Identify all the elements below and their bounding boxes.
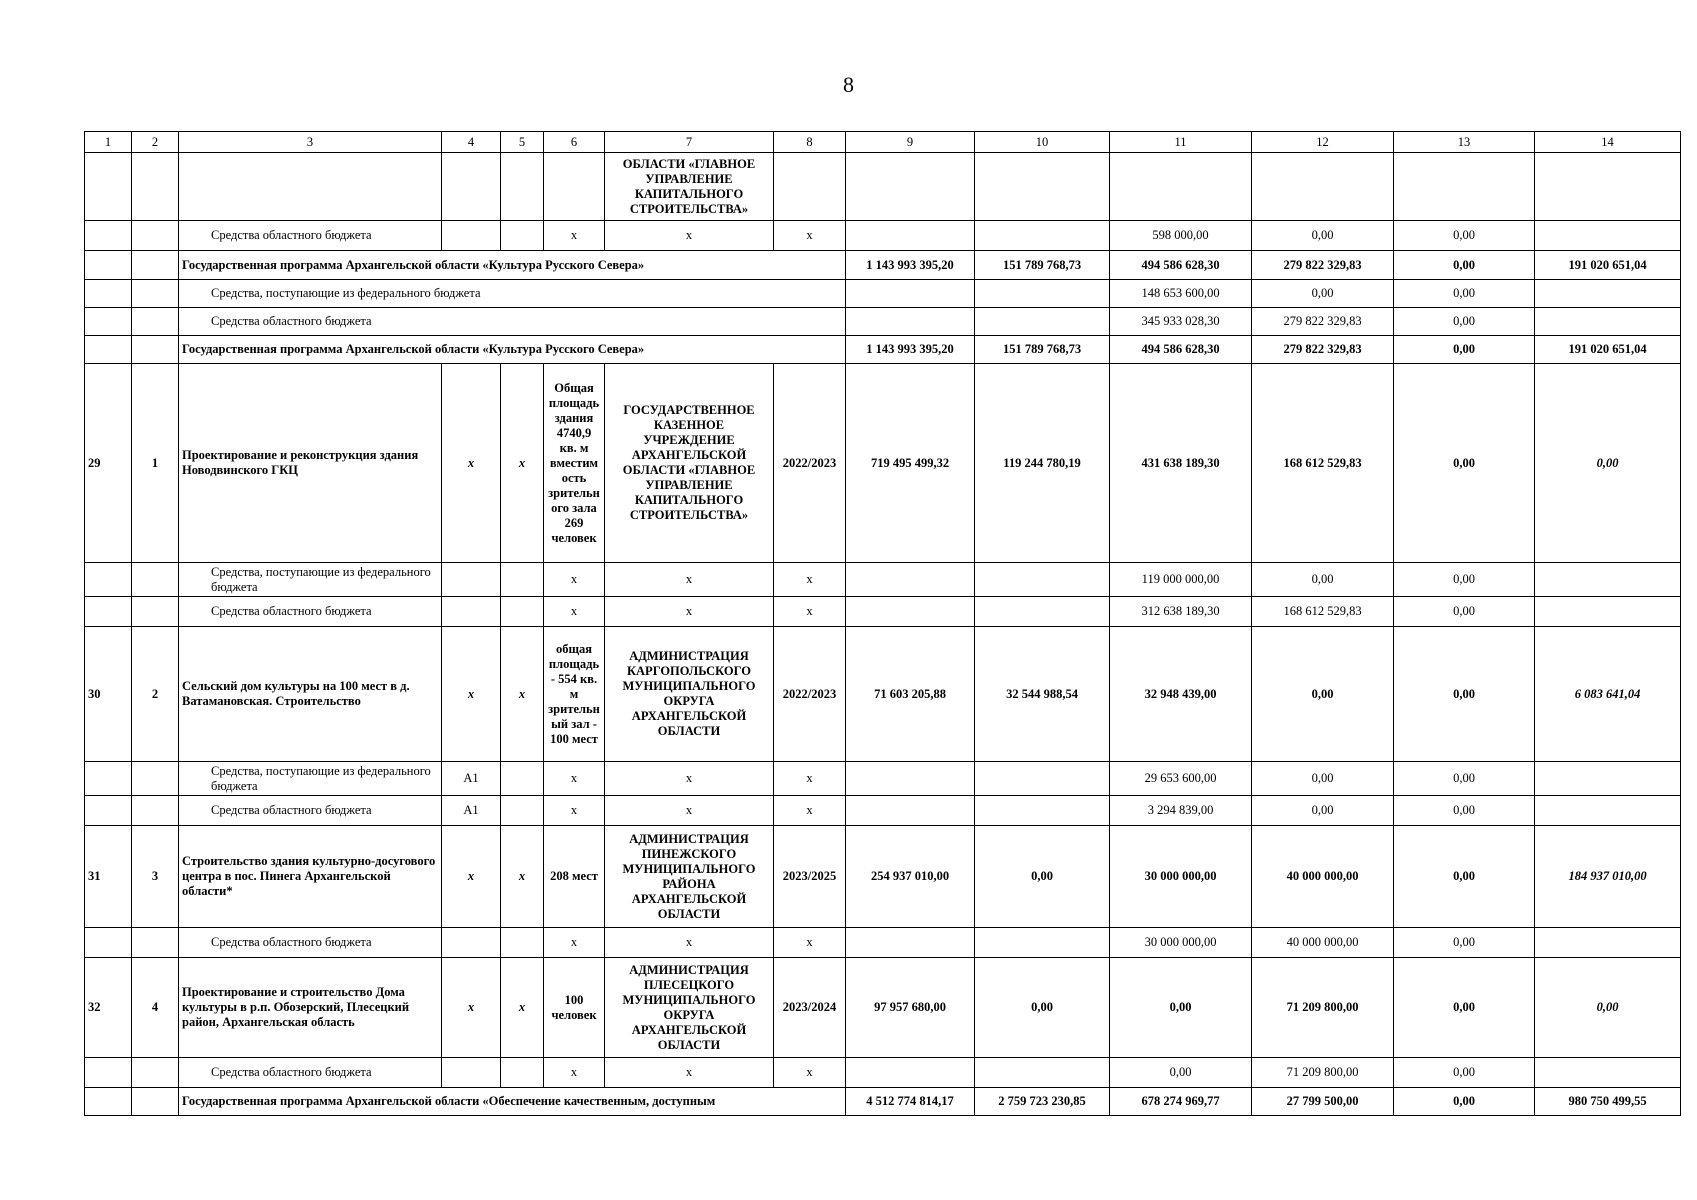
cell-c14: 191 020 651,04 — [1535, 336, 1681, 364]
cell-c13: 0,00 — [1394, 308, 1535, 336]
organization-cell: АДМИНИСТРАЦИЯ ПИНЕЖСКОГО МУНИЦИПАЛЬНОГО РАЙОНА АРХАНГЕЛЬСКОЙ ОБЛАСТИ — [605, 826, 774, 928]
table-row — [85, 563, 1681, 597]
cell-c11: 29 653 600,00 — [1110, 762, 1252, 796]
header-cell: 9 — [846, 132, 975, 153]
table-row — [85, 280, 1681, 308]
capacity-cell: 100 человек — [544, 958, 605, 1058]
cell-c9: 1 143 993 395,20 — [846, 336, 975, 364]
funding-source-label: Средства областного бюджета — [179, 1058, 442, 1088]
table-row — [85, 221, 1681, 251]
organization-cell: ОБЛАСТИ «ГЛАВНОЕ УПРАВЛЕНИЕ КАПИТАЛЬНОГО СТРОИТЕЛЬСТВА» — [605, 153, 774, 221]
header-cell: 8 — [774, 132, 846, 153]
organization-cell: АДМИНИСТРАЦИЯ ПЛЕСЕЦКОГО МУНИЦИПАЛЬНОГО ОКРУГА АРХАНГЕЛЬСКОЙ ОБЛАСТИ — [605, 958, 774, 1058]
program-total-row — [85, 1088, 1681, 1116]
cell-c12: 0,00 — [1252, 221, 1394, 251]
cell-c9: 1 143 993 395,20 — [846, 251, 975, 280]
cell-c10: 2 759 723 230,85 — [975, 1088, 1110, 1116]
cell-c4: А1 — [442, 762, 501, 796]
funding-source-label: Средства областного бюджета — [179, 308, 846, 336]
project-name: Строительство здания культурно-досугового центра в пос. Пинега Архангельской области* — [179, 826, 442, 928]
cell-c12: 0,00 — [1252, 280, 1394, 308]
header-cell: 10 — [975, 132, 1110, 153]
cell-c9: 97 957 680,00 — [846, 958, 975, 1058]
cell-c4: х — [442, 826, 501, 928]
cell-c8: х — [774, 221, 846, 251]
cell-c4: х — [442, 364, 501, 563]
project-name: Проектирование и строительство Дома культуры в р.п. Обозерский, Плесецкий район, Архангельская область — [179, 958, 442, 1058]
program-total-row — [85, 336, 1681, 364]
row-number: 32 — [85, 958, 132, 1058]
cell-c6: х — [544, 597, 605, 627]
cell-c12: 0,00 — [1252, 563, 1394, 597]
cell-c11: 30 000 000,00 — [1110, 928, 1252, 958]
cell-c10: 32 544 988,54 — [975, 627, 1110, 762]
cell-c12: 168 612 529,83 — [1252, 597, 1394, 627]
cell-c13: 0,00 — [1394, 958, 1535, 1058]
cell-c5: х — [501, 627, 544, 762]
cell-c14: 191 020 651,04 — [1535, 251, 1681, 280]
cell-c13: 0,00 — [1394, 336, 1535, 364]
period-cell: 2023/2025 — [774, 826, 846, 928]
header-cell: 7 — [605, 132, 774, 153]
cell-c11: 494 586 628,30 — [1110, 251, 1252, 280]
period-cell: 2023/2024 — [774, 958, 846, 1058]
table-row — [85, 153, 1681, 221]
cell-c13: 0,00 — [1394, 280, 1535, 308]
cell-c6: х — [544, 796, 605, 826]
cell-c9: 4 512 774 814,17 — [846, 1088, 975, 1116]
row-number: 29 — [85, 364, 132, 563]
budget-table — [84, 131, 1681, 1116]
cell-c6: х — [544, 762, 605, 796]
cell-c13: 0,00 — [1394, 796, 1535, 826]
cell-c12: 71 209 800,00 — [1252, 1058, 1394, 1088]
cell-c4: х — [442, 958, 501, 1058]
project-name: Проектирование и реконструкция здания Новодвинского ГКЦ — [179, 364, 442, 563]
cell-c14: 0,00 — [1535, 958, 1681, 1058]
cell-c13: 0,00 — [1394, 762, 1535, 796]
cell-c13: 0,00 — [1394, 627, 1535, 762]
cell-c9: 719 495 499,32 — [846, 364, 975, 563]
cell-c14: 6 083 641,04 — [1535, 627, 1681, 762]
cell-c11: 30 000 000,00 — [1110, 826, 1252, 928]
header-cell: 13 — [1394, 132, 1535, 153]
cell-c14: 980 750 499,55 — [1535, 1088, 1681, 1116]
cell-c12: 0,00 — [1252, 762, 1394, 796]
period-cell: 2022/2023 — [774, 364, 846, 563]
cell-c13: 0,00 — [1394, 1088, 1535, 1116]
funding-source-label: Средства областного бюджета — [179, 221, 442, 251]
cell-c14: 0,00 — [1535, 364, 1681, 563]
table-row — [85, 928, 1681, 958]
cell-c4: А1 — [442, 796, 501, 826]
header-cell: 11 — [1110, 132, 1252, 153]
cell-c12: 0,00 — [1252, 796, 1394, 826]
cell-c13: 0,00 — [1394, 364, 1535, 563]
cell-c12: 27 799 500,00 — [1252, 1088, 1394, 1116]
cell-c13: 0,00 — [1394, 597, 1535, 627]
cell-c6: х — [544, 221, 605, 251]
item-number: 3 — [132, 826, 179, 928]
capacity-cell: Общая площадь здания 4740,9 кв. м вместимость зрительного зала 269 человек — [544, 364, 605, 563]
cell-c13: 0,00 — [1394, 251, 1535, 280]
cell-c13: 0,00 — [1394, 221, 1535, 251]
cell-c5: х — [501, 958, 544, 1058]
header-cell: 2 — [132, 132, 179, 153]
cell-c11: 148 653 600,00 — [1110, 280, 1252, 308]
capacity-cell: общая площадь - 554 кв. м зрительный зал - 100 мест — [544, 627, 605, 762]
project-name: Сельский дом культуры на 100 мест в д. Ватамановская. Строительство — [179, 627, 442, 762]
cell-c13: 0,00 — [1394, 1058, 1535, 1088]
cell-c5: х — [501, 826, 544, 928]
table-row — [85, 762, 1681, 796]
cell-c11: 678 274 969,77 — [1110, 1088, 1252, 1116]
program-title: Государственная программа Архангельской области «Культура Русского Севера» — [179, 251, 846, 280]
header-cell: 14 — [1535, 132, 1681, 153]
table-header-row — [85, 132, 1681, 153]
program-title: Государственная программа Архангельской области «Культура Русского Севера» — [179, 336, 846, 364]
cell-c11: 3 294 839,00 — [1110, 796, 1252, 826]
header-cell: 12 — [1252, 132, 1394, 153]
header-cell: 4 — [442, 132, 501, 153]
cell-c11: 431 638 189,30 — [1110, 364, 1252, 563]
cell-c12: 40 000 000,00 — [1252, 826, 1394, 928]
table-row — [85, 1058, 1681, 1088]
row-number: 31 — [85, 826, 132, 928]
page-number: 8 — [843, 72, 854, 97]
table-row — [85, 597, 1681, 627]
project-row — [85, 958, 1681, 1058]
cell-c11: 32 948 439,00 — [1110, 627, 1252, 762]
cell-c9: 71 603 205,88 — [846, 627, 975, 762]
funding-source-label: Средства областного бюджета — [179, 796, 442, 826]
cell-c12: 279 822 329,83 — [1252, 336, 1394, 364]
project-row — [85, 364, 1681, 563]
header-cell: 1 — [85, 132, 132, 153]
cell-c13: 0,00 — [1394, 928, 1535, 958]
header-cell: 6 — [544, 132, 605, 153]
cell-c11: 312 638 189,30 — [1110, 597, 1252, 627]
project-row — [85, 826, 1681, 928]
cell-c11: 345 933 028,30 — [1110, 308, 1252, 336]
cell-c8: х — [774, 1058, 846, 1088]
program-total-row — [85, 251, 1681, 280]
funding-source-label: Средства областного бюджета — [179, 928, 442, 958]
cell-c12: 279 822 329,83 — [1252, 308, 1394, 336]
cell-c7: х — [605, 221, 774, 251]
cell-c13: 0,00 — [1394, 826, 1535, 928]
funding-source-label: Средства, поступающие из федерального бюджета — [179, 762, 442, 796]
program-title: Государственная программа Архангельской области «Обеспечение качественным, доступным — [179, 1088, 846, 1116]
cell-c10: 0,00 — [975, 958, 1110, 1058]
cell-c12: 40 000 000,00 — [1252, 928, 1394, 958]
table-row — [85, 308, 1681, 336]
cell-c11: 494 586 628,30 — [1110, 336, 1252, 364]
capacity-cell: 208 мест — [544, 826, 605, 928]
header-cell: 5 — [501, 132, 544, 153]
cell-c7: х — [605, 1058, 774, 1088]
cell-c8: х — [774, 563, 846, 597]
funding-source-label: Средства, поступающие из федерального бюджета — [179, 280, 846, 308]
cell-c6: х — [544, 928, 605, 958]
cell-c12: 279 822 329,83 — [1252, 251, 1394, 280]
item-number: 4 — [132, 958, 179, 1058]
header-cell: 3 — [179, 132, 442, 153]
cell-c12: 168 612 529,83 — [1252, 364, 1394, 563]
funding-source-label: Средства областного бюджета — [179, 597, 442, 627]
cell-c13: 0,00 — [1394, 563, 1535, 597]
cell-c11: 0,00 — [1110, 958, 1252, 1058]
item-number: 1 — [132, 364, 179, 563]
cell-c6: х — [544, 563, 605, 597]
period-cell: 2022/2023 — [774, 627, 846, 762]
cell-c8: х — [774, 597, 846, 627]
row-number: 30 — [85, 627, 132, 762]
cell-c7: х — [605, 796, 774, 826]
cell-c7: х — [605, 597, 774, 627]
cell-c7: х — [605, 563, 774, 597]
cell-c12: 0,00 — [1252, 627, 1394, 762]
cell-c4: х — [442, 627, 501, 762]
funding-source-label: Средства, поступающие из федерального бюджета — [179, 563, 442, 597]
cell-c11: 598 000,00 — [1110, 221, 1252, 251]
cell-c6: х — [544, 1058, 605, 1088]
cell-c7: х — [605, 762, 774, 796]
project-row — [85, 627, 1681, 762]
organization-cell: ГОСУДАРСТВЕННОЕ КАЗЕННОЕ УЧРЕЖДЕНИЕ АРХАНГЕЛЬСКОЙ ОБЛАСТИ «ГЛАВНОЕ УПРАВЛЕНИЕ КАПИТАЛЬНОГО СТРОИТЕЛЬСТВА» — [605, 364, 774, 563]
organization-cell: АДМИНИСТРАЦИЯ КАРГОПОЛЬСКОГО МУНИЦИПАЛЬНОГО ОКРУГА АРХАНГЕЛЬСКОЙ ОБЛАСТИ — [605, 627, 774, 762]
cell-c8: х — [774, 762, 846, 796]
item-number: 2 — [132, 627, 179, 762]
cell-c9: 254 937 010,00 — [846, 826, 975, 928]
cell-c8: х — [774, 928, 846, 958]
cell-c10: 119 244 780,19 — [975, 364, 1110, 563]
cell-c10: 151 789 768,73 — [975, 251, 1110, 280]
cell-c8: х — [774, 796, 846, 826]
cell-c14: 184 937 010,00 — [1535, 826, 1681, 928]
cell-c12: 71 209 800,00 — [1252, 958, 1394, 1058]
cell-c10: 0,00 — [975, 826, 1110, 928]
cell-c5: х — [501, 364, 544, 563]
cell-c11: 0,00 — [1110, 1058, 1252, 1088]
cell-c7: х — [605, 928, 774, 958]
cell-c10: 151 789 768,73 — [975, 336, 1110, 364]
table-row — [85, 796, 1681, 826]
cell-c11: 119 000 000,00 — [1110, 563, 1252, 597]
